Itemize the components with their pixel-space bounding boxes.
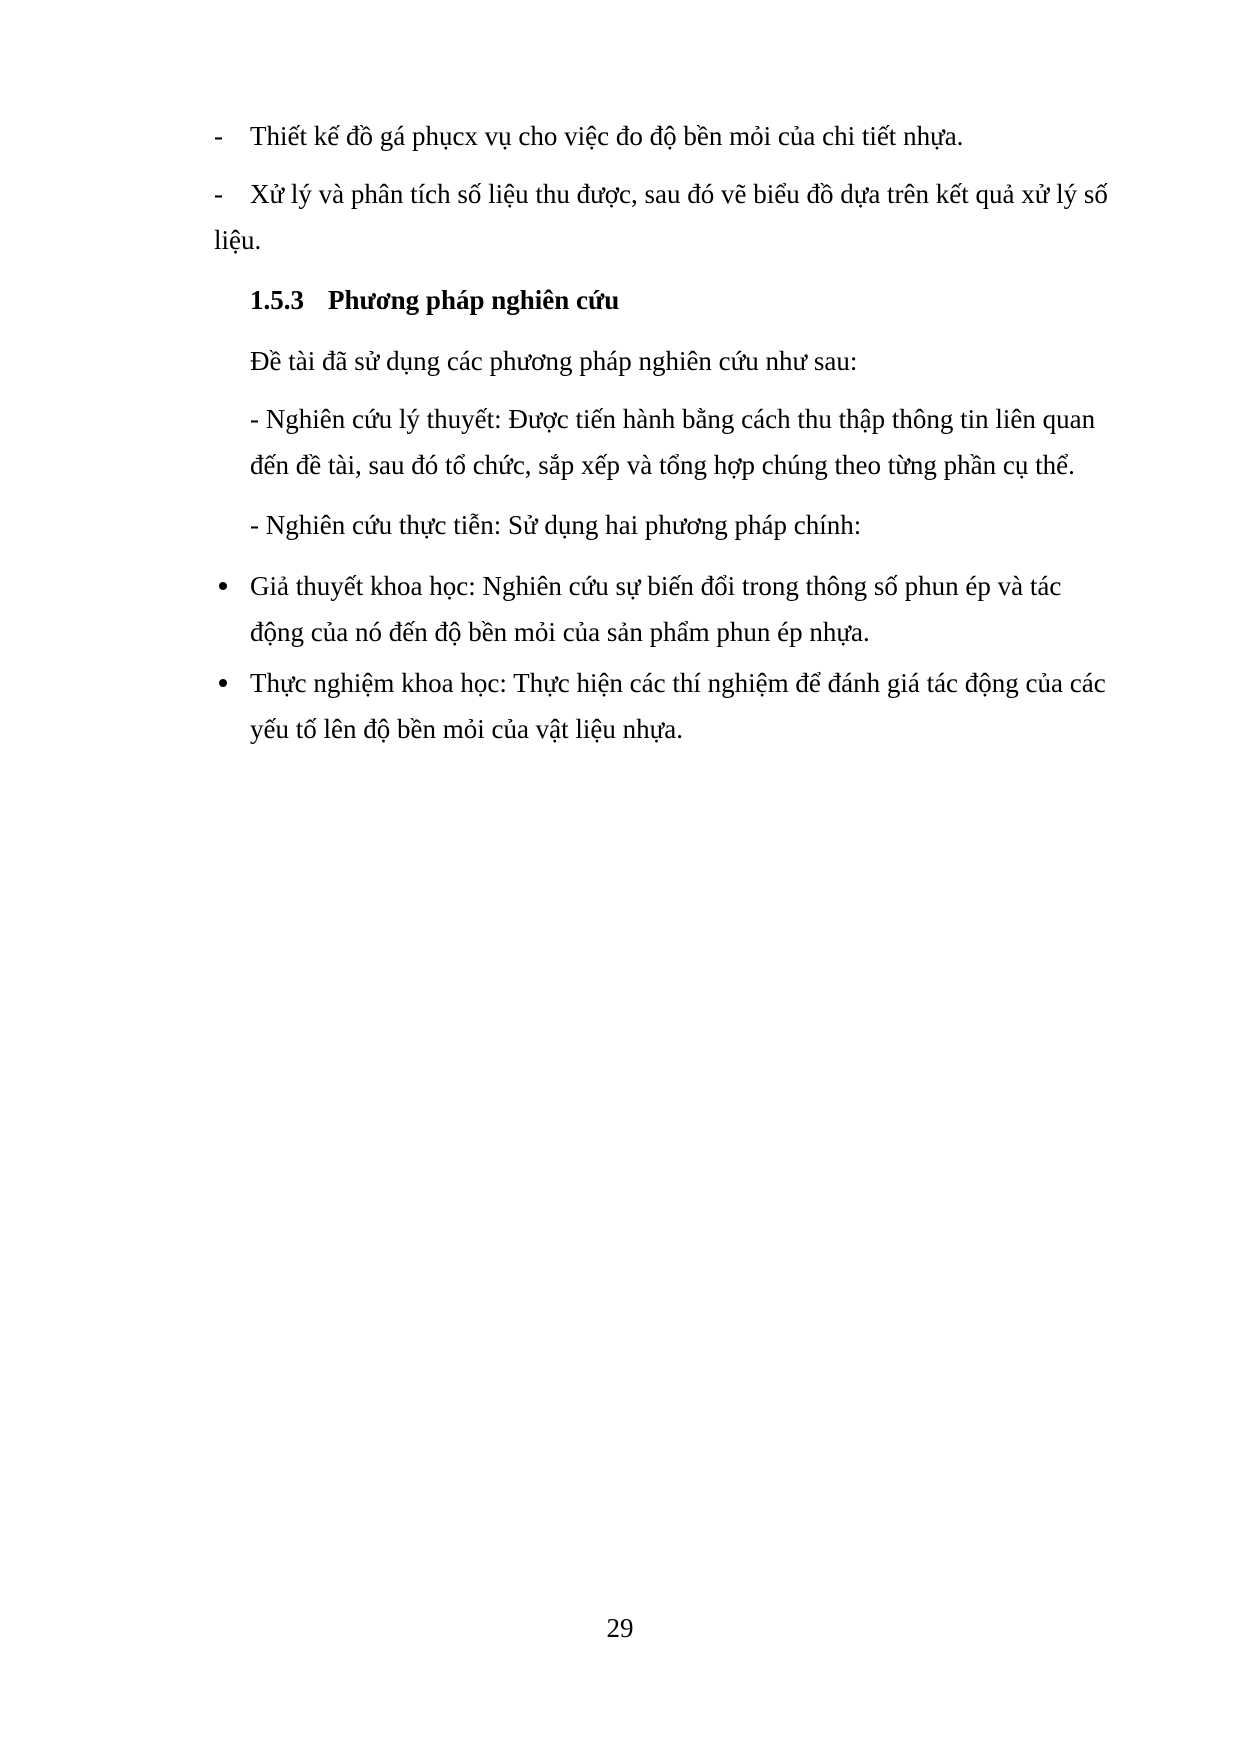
bullet-marker — [219, 582, 227, 590]
intro-paragraph: Đề tài đã sử dụng các phương pháp nghiên cứu như sau: — [250, 346, 858, 376]
bullet-item-text: Giả thuyết khoa học: Nghiên cứu sự biến đổi trong thông số phun ép và tác động của nó đến độ bền mỏi của sản phẩm phun ép nhựa. — [250, 571, 1062, 647]
section-number: 1.5.3 — [250, 285, 304, 315]
practice-paragraph: - Nghiên cứu thực tiễn: Sử dụng hai phương pháp chính: — [250, 510, 862, 540]
page-number: 29 — [606, 1613, 634, 1643]
dash-item-text-line2: liệu. — [214, 225, 262, 255]
theory-paragraph: - Nghiên cứu lý thuyết: Được tiến hành bằng cách thu thập thông tin liên quan đến đề tài, sau đó tổ chức, sắp xếp và tổng hợp chúng theo từng phần cụ thể. — [250, 404, 1096, 480]
bullet-list-item — [214, 660, 1114, 752]
section-title: Phương pháp nghiên cứu — [328, 285, 620, 315]
bullet-marker — [219, 679, 227, 687]
section-heading — [250, 277, 619, 323]
dash-marker: - — [214, 179, 223, 209]
bullet-item-text: Thực nghiệm khoa học: Thực hiện các thí nghiệm để đánh giá tác động của các yếu tố lên độ bền mỏi của vật liệu nhựa. — [250, 668, 1106, 744]
dash-marker: - — [214, 121, 223, 151]
bullet-list-item — [214, 563, 1114, 655]
dash-list-item — [214, 113, 1114, 159]
dash-list-item — [214, 171, 1114, 263]
dash-item-text-line1: Xử lý và phân tích số liệu thu được, sau đó vẽ biểu đồ dựa trên kết quả xử lý số — [250, 179, 1108, 209]
dash-item-text: Thiết kế đồ gá phụcx vụ cho việc đo độ bền mỏi của chi tiết nhựa. — [250, 121, 964, 151]
